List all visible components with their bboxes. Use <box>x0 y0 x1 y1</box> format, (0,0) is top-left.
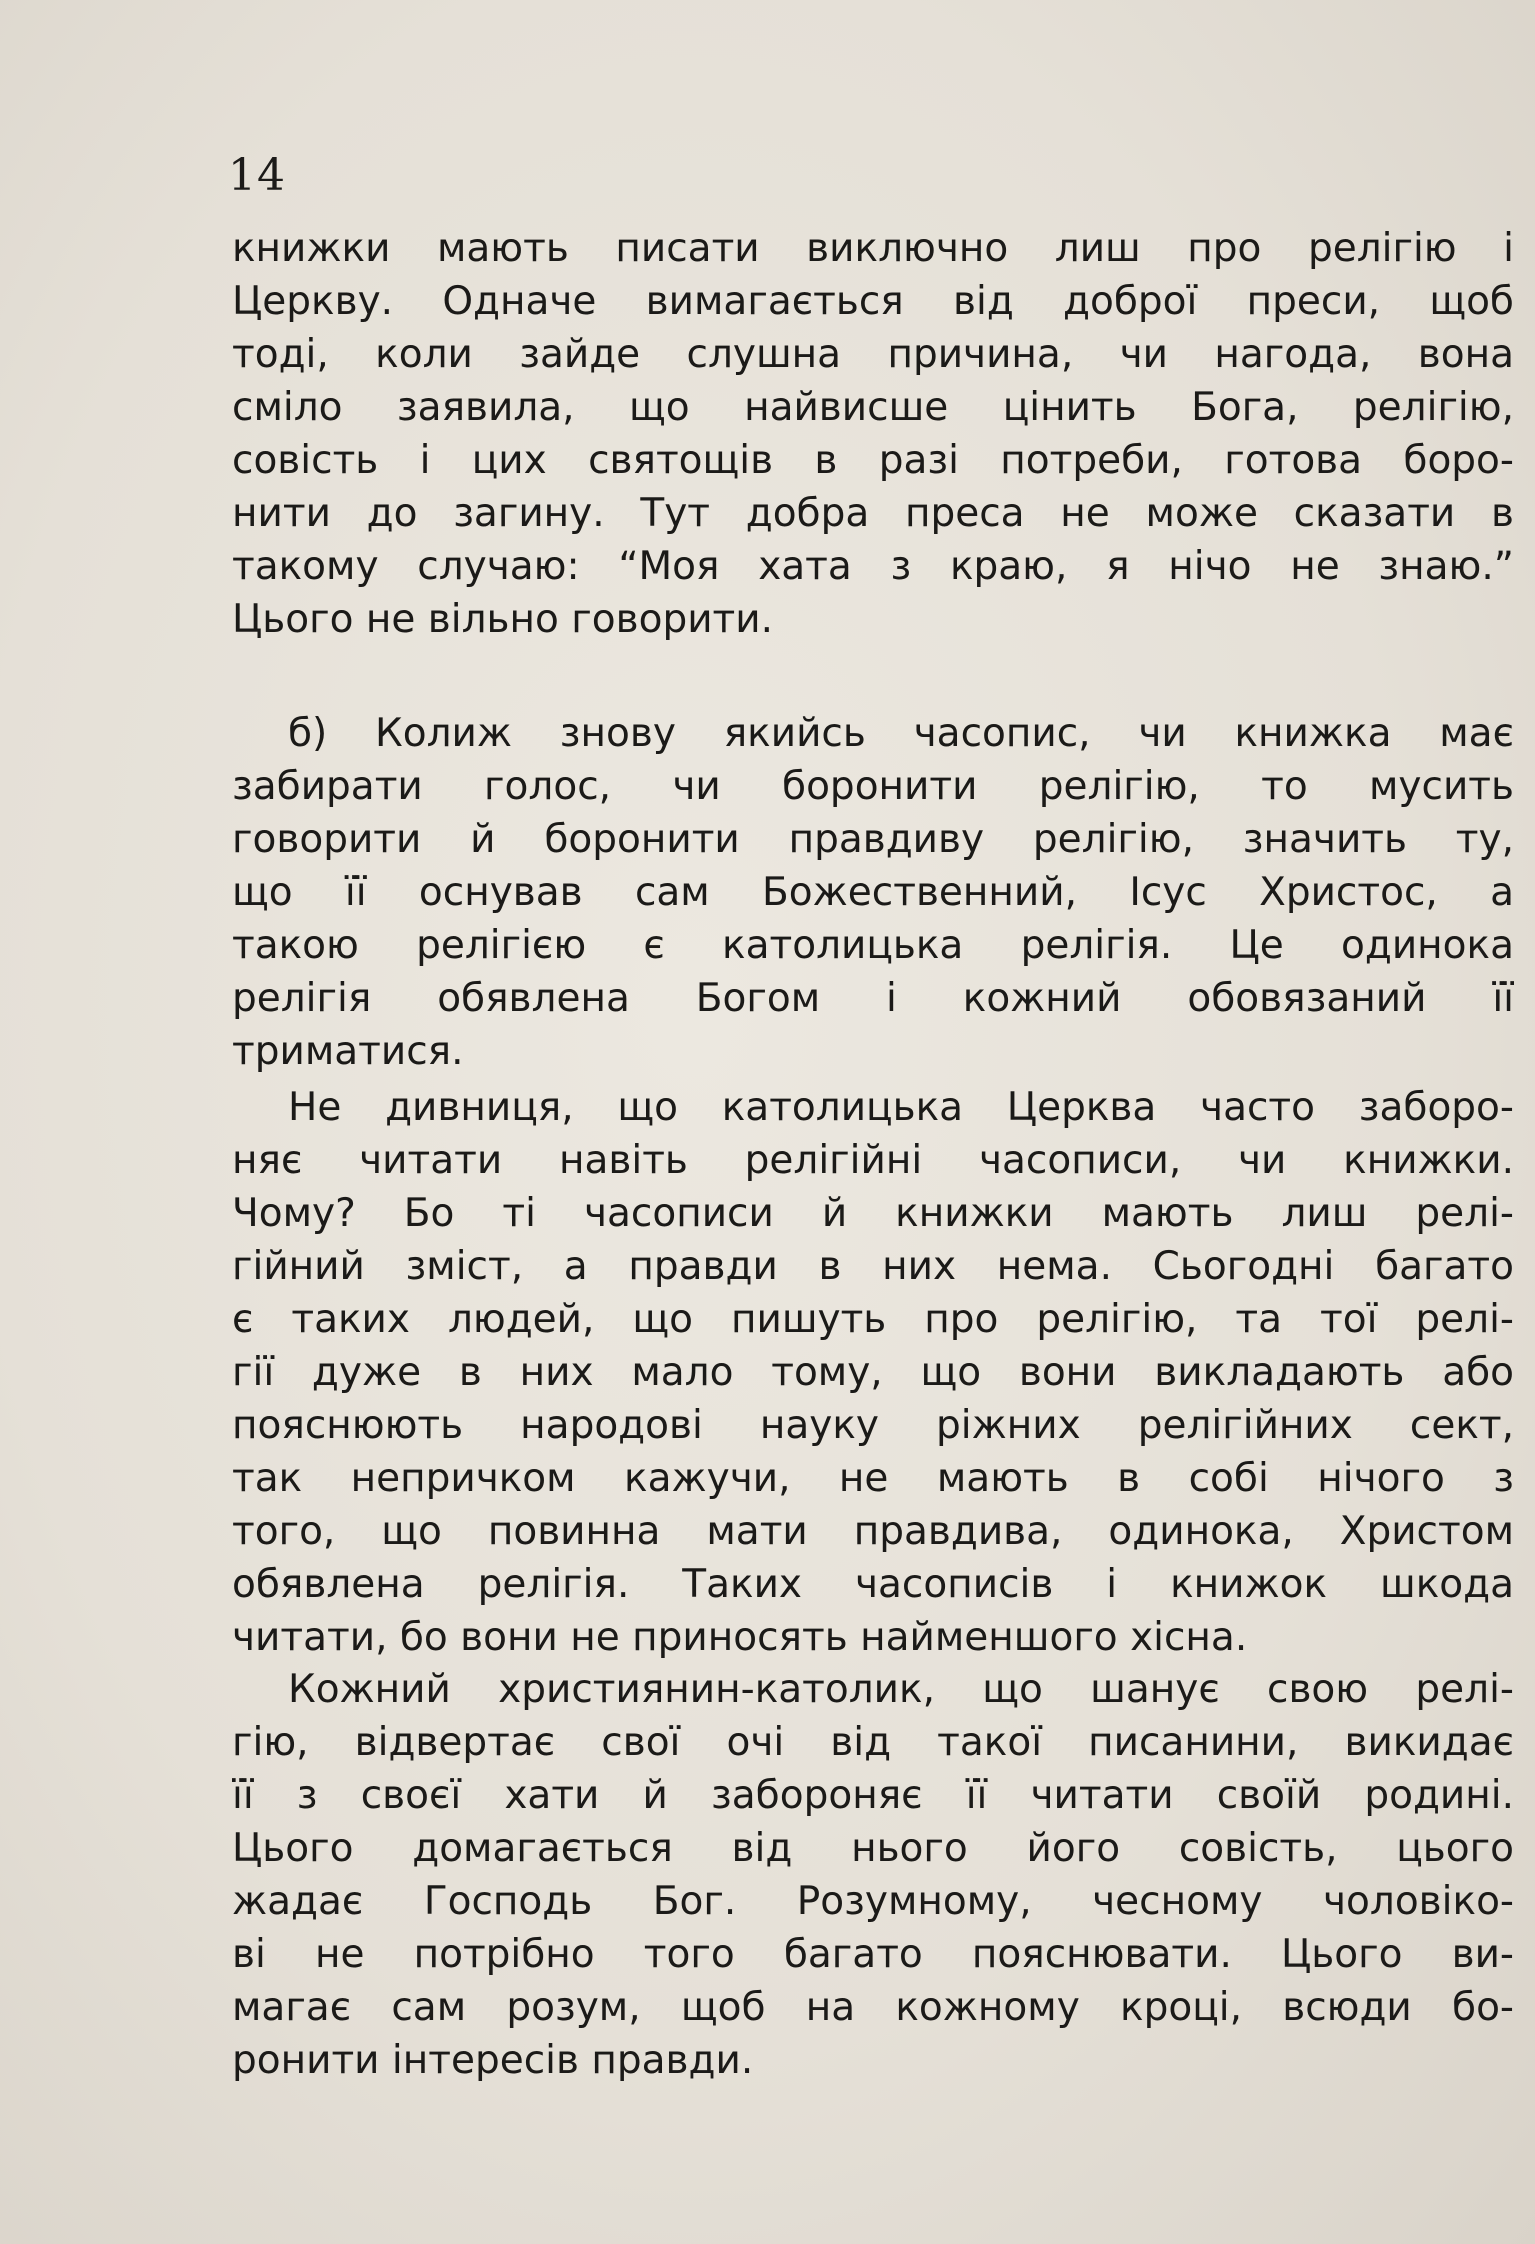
text-line: релігія обявлена Богом і кожний обовязаний її <box>232 976 1514 1021</box>
paragraph-2 <box>232 707 1514 1078</box>
page-number: 14 <box>228 150 286 201</box>
text-line: читати, бо вони не приносять найменшого хісна. <box>232 1615 1248 1660</box>
text-line: ві не потрібно того багато пояснювати. Цього ви- <box>232 1932 1514 1977</box>
text-line: того, що повинна мати правдива, одинока, Христом <box>232 1509 1514 1554</box>
text-line: так непричком кажучи, не мають в собі нічого з <box>232 1456 1514 1501</box>
text-line: книжки мають писати виключно лиш про релігію і <box>232 226 1514 271</box>
text-line: гії дуже в них мало тому, що вони викладають або <box>232 1350 1514 1395</box>
text-line: говорити й боронити правдиву релігію, значить ту, <box>232 817 1514 862</box>
text-line: гійний зміст, а правди в них нема. Сьогодні багато <box>232 1244 1514 1289</box>
text-line: такою релігією є католицька релігія. Це одинока <box>232 923 1514 968</box>
text-line: її з своєї хати й забороняє її читати своїй родині. <box>232 1773 1514 1818</box>
text-line: Церкву. Одначе вимагається від доброї преси, щоб <box>232 279 1514 324</box>
text-line: Не дивниця, що католицька Церква часто заборо- <box>288 1085 1514 1130</box>
text-line: нити до загину. Тут добра преса не може сказати в <box>232 491 1514 536</box>
text-line: що її оснував сам Божественний, Ісус Христос, а <box>232 870 1514 915</box>
text-line: Чому? Бо ті часописи й книжки мають лиш релі- <box>232 1191 1514 1236</box>
text-line: гію, відвертає свої очі від такої писанини, викидає <box>232 1720 1514 1765</box>
text-line: тоді, коли зайде слушна причина, чи нагода, вона <box>232 332 1514 377</box>
paragraph-1 <box>232 222 1514 646</box>
text-line: сміло заявила, що найвисше цінить Бога, релігію, <box>232 385 1514 430</box>
text-line: забирати голос, чи боронити релігію, то мусить <box>232 764 1514 809</box>
text-line: Кожний християнин-католик, що шанує свою релі- <box>288 1667 1514 1712</box>
text-line: няє читати навіть релігійні часописи, чи книжки. <box>232 1138 1514 1183</box>
text-line: такому случаю: “Моя хата з краю, я нічо не знаю.” <box>232 544 1514 589</box>
text-line: совість і цих святощів в разі потреби, готова боро- <box>232 438 1514 483</box>
text-line: жадає Господь Бог. Розумному, чесному чоловіко- <box>232 1879 1514 1924</box>
text-line: обявлена релігія. Таких часописів і книжок шкода <box>232 1562 1514 1607</box>
text-line: б) Колиж знову якийсь часопис, чи книжка має <box>288 711 1514 756</box>
text-line: пояснюють народові науку ріжних релігійних сект, <box>232 1403 1514 1448</box>
text-line: триматися. <box>232 1029 464 1074</box>
paragraph-4 <box>232 1663 1514 2087</box>
text-line: ронити інтересів правди. <box>232 2038 754 2083</box>
paragraph-3 <box>232 1081 1514 1664</box>
text-line: Цього домагається від нього його совість, цього <box>232 1826 1514 1871</box>
text-line: Цього не вільно говорити. <box>232 597 774 642</box>
text-line: є таких людей, що пишуть про релігію, та тої релі- <box>232 1297 1514 1342</box>
text-line: магає сам розум, щоб на кожному кроці, всюди бо- <box>232 1985 1514 2030</box>
